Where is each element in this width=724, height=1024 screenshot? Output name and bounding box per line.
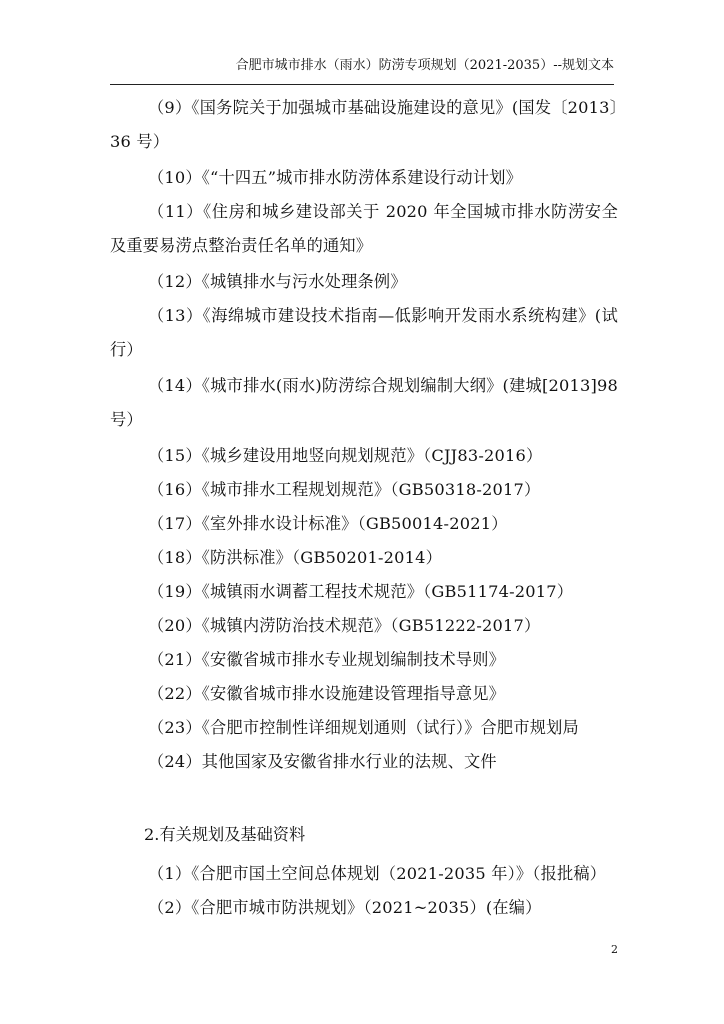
- reference-item-21: （21）《安徽省城市排水专业规划编制技术导则》: [148, 650, 506, 669]
- reference-item-10: （10）《“十四五”城市排水防涝体系建设行动计划》: [148, 168, 522, 187]
- reference-item-16: （16）《城市排水工程规划规范》（GB50318-2017）: [148, 480, 541, 499]
- reference-item-14: （14）《城市排水(雨水)防涝综合规划编制大纲》(建城[2013]98 号）: [110, 376, 618, 429]
- section-heading: 2.有关规划及基础资料: [144, 825, 306, 844]
- reference-item-9: （9）《国务院关于加强城市基础设施建设的意见》(国发〔2013〕36 号）: [110, 98, 618, 151]
- reference-item-19: （19）《城镇雨水调蓄工程技术规范》（GB51174-2017）: [148, 582, 574, 601]
- planning-item-1: （1）《合肥市国土空间总体规划（2021-2035 年）》（报批稿）: [148, 864, 607, 883]
- reference-item-11: （11）《住房和城乡建设部关于 2020 年全国城市排水防涝安全及重要易涝点整治责任名单的通知》: [110, 202, 618, 255]
- reference-item-17: （17）《室外排水设计标准》（GB50014-2021）: [148, 514, 508, 533]
- reference-item-22: （22）《安徽省城市排水设施建设管理指导意见》: [148, 684, 506, 703]
- reference-item-18: （18）《防洪标准》（GB50201-2014）: [148, 548, 443, 567]
- reference-item-15: （15）《城乡建设用地竖向规划规范》（CJJ83-2016）: [148, 446, 543, 465]
- reference-item-20: （20）《城镇内涝防治技术规范》（GB51222-2017）: [148, 616, 541, 635]
- running-header: 合肥市城市排水（雨水）防涝专项规划（2021-2035）--规划文本: [235, 58, 614, 73]
- reference-item-12: （12）《城镇排水与污水处理条例》: [148, 272, 407, 291]
- section-spacer: [110, 779, 618, 817]
- reference-item-23: （23）《合肥市控制性详细规划通则（试行）》合肥市规划局: [148, 718, 579, 737]
- reference-item-24: （24）其他国家及安徽省排水行业的法规、文件: [148, 752, 497, 771]
- planning-item-2: （2）《合肥市城市防洪规划》（2021~2035）(在编）: [148, 898, 542, 917]
- page-number: 2: [611, 943, 618, 956]
- document-body: [110, 91, 618, 925]
- header-divider: [110, 84, 614, 85]
- reference-item-13: （13）《海绵城市建设技术指南—低影响开发雨水系统构建》(试行）: [110, 306, 618, 359]
